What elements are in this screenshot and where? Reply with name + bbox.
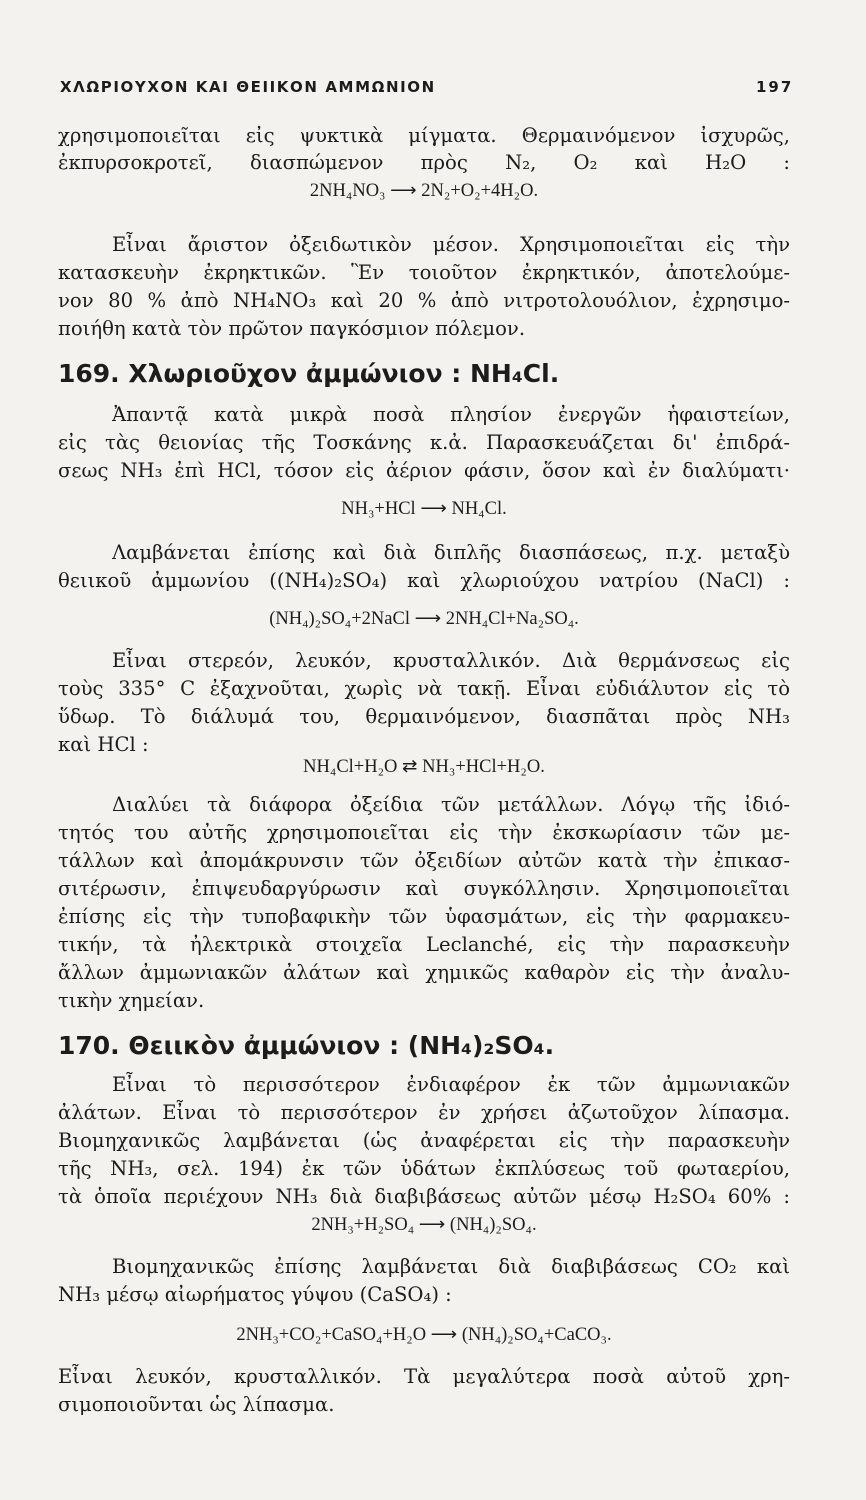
text-line: σεως NH₃ ἐπὶ HCl, τόσον εἰς ἀέριον φάσιν, ὅσον καὶ ἐν διαλύματι· [58, 459, 790, 482]
text-line: τικήν, τὰ ἠλεκτρικὰ στοιχεῖα Leclanché, εἰς τὴν παρασκευὴν [58, 933, 790, 956]
text-line: νον 80 % ἀπὸ NH₄NO₃ καὶ 20 % ἀπὸ νιτροτολουόλιον, ἐχρησιμο- [58, 289, 790, 312]
chapter-title: ΧΛΩΡΙΟΥΧΟΝ ΚΑΙ ΘΕΙΙΚΟΝ ΑΜΜΩΝΙΟΝ [60, 78, 436, 96]
text-line: τητός του αὐτῆς χρησιμοποιεῖται εἰς τὴν ἐκσκωρίασιν τῶν με- [58, 821, 790, 844]
text-line: Εἶναι τὸ περισσότερον ἐνδιαφέρον ἐκ τῶν ἀμμωνιακῶν [112, 1073, 790, 1096]
text-line: Εἶναι λευκόν, κρυσταλλικόν. Τὰ μεγαλύτερα ποσὰ αὐτοῦ χρη- [58, 1365, 790, 1388]
text-line: Ἀπαντᾷ κατὰ μικρὰ ποσὰ πλησίον ἐνεργῶν ἡφαιστείων, [112, 403, 790, 426]
text-line: ὕδωρ. Τὸ διάλυμά του, θερμαινόμενον, διασπᾶται πρὸς NH₃ [58, 705, 790, 728]
text-line: θειικοῦ ἀμμωνίου ((NH₄)₂SO₄) καὶ χλωριούχου νατρίου (NaCl) : [58, 569, 790, 592]
chemical-equation: NH₄Cl+H₂O ⇄ NH₃+HCl+H₂O. [303, 757, 545, 777]
text-line: ἐπίσης εἰς τὴν τυποβαφικὴν τῶν ὑφασμάτων, εἰς τὴν φαρμακευ- [58, 905, 790, 928]
text-line: τοὺς 335° C ἐξαχνοῦται, χωρὶς νὰ τακῇ. Εἶναι εὐδιάλυτον εἰς τὸ [58, 677, 790, 700]
text-line: Διαλύει τὰ διάφορα ὀξείδια τῶν μετάλλων. Λόγῳ τῆς ἰδιό- [112, 793, 790, 816]
text-line: καὶ HCl : [58, 733, 149, 756]
chemical-equation: (NH₄)₂SO₄+2NaCl ⟶ 2NH₄Cl+Na₂SO₄. [269, 609, 579, 629]
text-line: εἰς τὰς θειονίας τῆς Τοσκάνης κ.ἀ. Παρασκευάζεται δι' ἐπιδρά- [58, 431, 790, 454]
chemical-equation: 2NH₃+CO₂+CaSO₄+H₂O ⟶ (NH₄)₂SO₄+CaCO₃. [236, 1325, 612, 1345]
text-line: τικὴν χημείαν. [58, 989, 205, 1012]
section-heading-170: 170. Θειικὸν ἀμμώνιον : (NH₄)₂SO₄. [58, 1031, 555, 1060]
text-line: κατασκευὴν ἐκρηκτικῶν. Ἓν τοιοῦτον ἐκρηκτικόν, ἀποτελούμε- [58, 261, 790, 284]
chemical-equation: 2NH₃+H₂SO₄ ⟶ (NH₄)₂SO₄. [311, 1215, 537, 1235]
text-line: χρησιμοποιεῖται εἰς ψυκτικὰ μίγματα. Θερμαινόμενον ἰσχυρῶς, [58, 124, 790, 147]
text-line: σιμοποιοῦνται ὡς λίπασμα. [58, 1393, 335, 1416]
page-number: 197 [756, 78, 794, 96]
text-line: Βιομηχανικῶς λαμβάνεται (ὡς ἀναφέρεται εἰς τὴν παρασκευὴν [58, 1129, 790, 1152]
text-line: ἐκπυρσοκροτεῖ, διασπώμενον πρὸς N₂, O₂ καὶ H₂O : [58, 151, 790, 174]
text-line: Βιομηχανικῶς ἐπίσης λαμβάνεται διὰ διαβιβάσεως CO₂ καὶ [112, 1255, 790, 1278]
chemical-equation: NH₃+HCl ⟶ NH₄Cl. [341, 499, 507, 519]
text-line: Εἶναι ἄριστον ὀξειδωτικὸν μέσον. Χρησιμοποιεῖται εἰς τὴν [112, 233, 790, 256]
text-line: τῆς NH₃, σελ. 194) ἐκ τῶν ὑδάτων ἐκπλύσεως τοῦ φωταερίου, [58, 1157, 790, 1180]
chemical-equation: 2NH₄NO₃ ⟶ 2N₂+O₂+4H₂O. [309, 181, 539, 201]
text-line: ποιήθη κατὰ τὸν πρῶτον παγκόσμιον πόλεμον. [58, 317, 526, 340]
text-line: σιτέρωσιν, ἐπιψευδαργύρωσιν καὶ συγκόλλησιν. Χρησιμοποιεῖται [58, 877, 790, 900]
text-line: Λαμβάνεται ἐπίσης καὶ διὰ διπλῆς διασπάσεως, π.χ. μεταξὺ [112, 541, 790, 564]
text-line: τὰ ὁποῖα περιέχουν NH₃ διὰ διαβιβάσεως αὐτῶν μέσῳ H₂SO₄ 60% : [58, 1185, 790, 1208]
running-header [0, 78, 866, 102]
text-line: Εἶναι στερεόν, λευκόν, κρυσταλλικόν. Διὰ θερμάνσεως εἰς [112, 649, 790, 672]
text-line: ἄλλων ἀμμωνιακῶν ἀλάτων καὶ χημικῶς καθαρὸν εἰς τὴν ἀναλυ- [58, 961, 790, 984]
section-heading-169: 169. Χλωριοῦχον ἀμμώνιον : NH₄Cl. [58, 359, 560, 388]
text-line: NH₃ μέσῳ αἰωρήματος γύψου (CaSO₄) : [58, 1283, 452, 1306]
text-line: ἀλάτων. Εἶναι τὸ περισσότερον ἐν χρήσει ἀζωτοῦχον λίπασμα. [58, 1101, 790, 1124]
text-line: τάλλων καὶ ἀπομάκρυνσιν τῶν ὀξειδίων αὐτῶν κατὰ τὴν ἐπικασ- [58, 849, 790, 872]
